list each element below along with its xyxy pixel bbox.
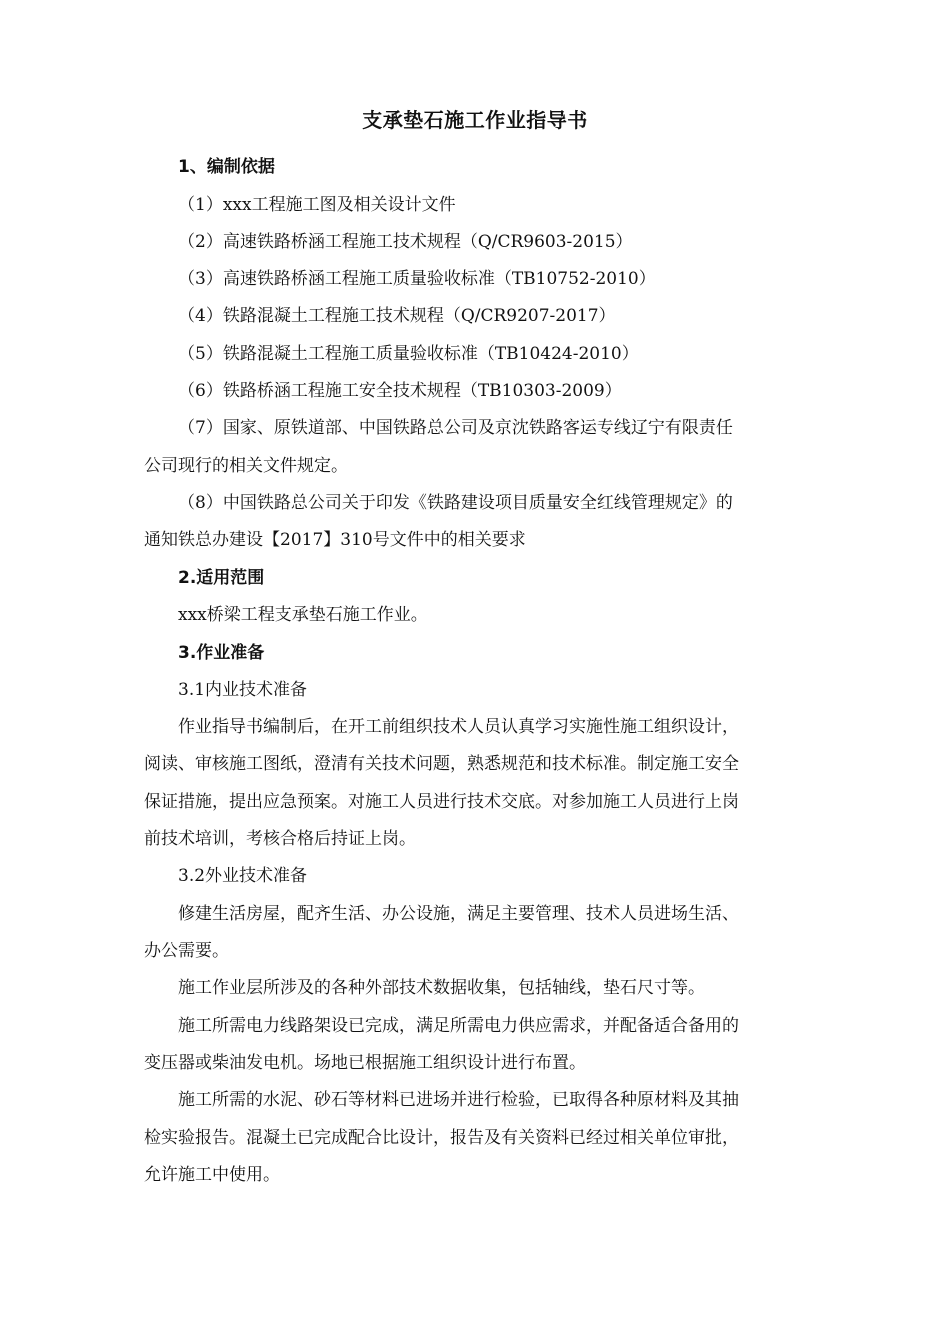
document-title: 支承垫石施工作业指导书 (362, 108, 588, 132)
subsection-heading-external: 3.2外业技术准备 (178, 866, 308, 886)
basis-item-1: （1）xxx工程施工图及相关设计文件 (178, 195, 456, 215)
basis-item-7-line-2: 公司现行的相关文件规定。 (144, 456, 348, 476)
basis-item-4: （4）铁路混凝土工程施工技术规程（Q/CR9207-2017） (178, 306, 616, 326)
external-p3-line-1: 施工所需电力线路架设已完成，满足所需电力供应需求，并配备适合备用的 (178, 1016, 739, 1036)
basis-item-8-line-1: （8）中国铁路总公司关于印发《铁路建设项目质量安全红线管理规定》的 (178, 493, 733, 513)
external-p1-line-2: 办公需要。 (144, 941, 229, 961)
basis-item-8-line-2: 通知铁总办建设【2017】310号文件中的相关要求 (144, 530, 526, 550)
basis-item-6: （6）铁路桥涵工程施工安全技术规程（TB10303-2009） (178, 381, 622, 401)
external-p4-line-3: 允许施工中使用。 (144, 1165, 280, 1185)
internal-prep-line-1: 作业指导书编制后，在开工前组织技术人员认真学习实施性施工组织设计， (178, 717, 739, 737)
section-heading-scope: 2.适用范围 (178, 568, 265, 588)
external-p2-line-1: 施工作业层所涉及的各种外部技术数据收集，包括轴线，垫石尺寸等。 (178, 978, 705, 998)
internal-prep-line-4: 前技术培训，考核合格后持证上岗。 (144, 829, 416, 849)
section-heading-basis: 1、编制依据 (178, 157, 275, 177)
external-p4-line-2: 检实验报告。混凝土已完成配合比设计，报告及有关资料已经过相关单位审批， (144, 1128, 739, 1148)
basis-item-5: （5）铁路混凝土工程施工质量验收标准（TB10424-2010） (178, 344, 639, 364)
internal-prep-line-3: 保证措施，提出应急预案。对施工人员进行技术交底。对参加施工人员进行上岗 (144, 792, 739, 812)
basis-item-7-line-1: （7）国家、原铁道部、中国铁路总公司及京沈铁路客运专线辽宁有限责任 (178, 418, 733, 438)
external-p3-line-2: 变压器或柴油发电机。场地已根据施工组织设计进行布置。 (144, 1053, 586, 1073)
external-p1-line-1: 修建生活房屋，配齐生活、办公设施，满足主要管理、技术人员进场生活、 (178, 904, 739, 924)
scope-text: xxx桥梁工程支承垫石施工作业。 (178, 605, 428, 625)
subsection-heading-internal: 3.1内业技术准备 (178, 680, 308, 700)
basis-item-2: （2）高速铁路桥涵工程施工技术规程（Q/CR9603-2015） (178, 232, 633, 252)
section-heading-prep: 3.作业准备 (178, 643, 265, 663)
basis-item-3: （3）高速铁路桥涵工程施工质量验收标准（TB10752-2010） (178, 269, 656, 289)
external-p4-line-1: 施工所需的水泥、砂石等材料已进场并进行检验，已取得各种原材料及其抽 (178, 1090, 739, 1110)
internal-prep-line-2: 阅读、审核施工图纸，澄清有关技术问题，熟悉规范和技术标准。制定施工安全 (144, 754, 739, 774)
